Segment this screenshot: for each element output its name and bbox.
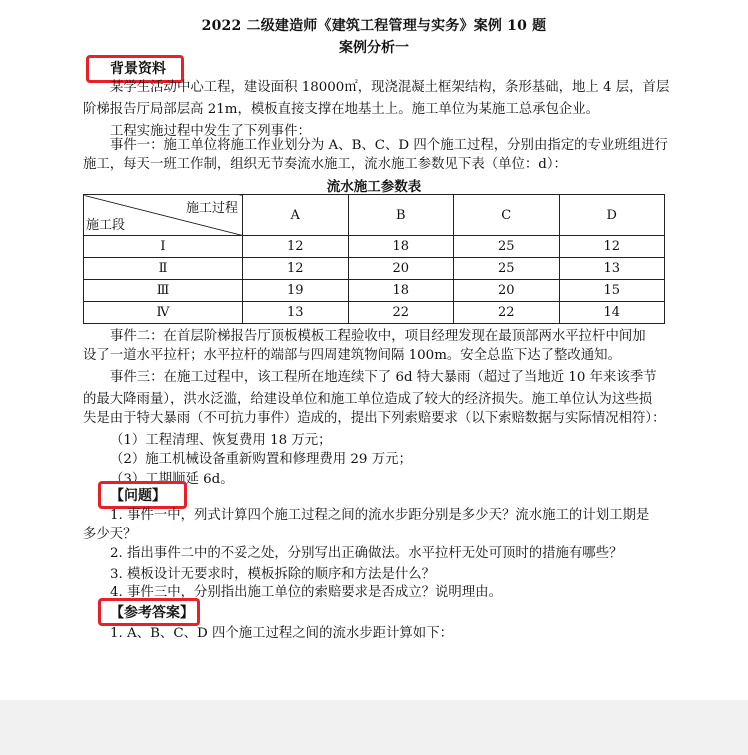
column-header: A xyxy=(243,195,349,236)
event-three-line: 失是由于特大暴雨（不可抗力事件）造成的，提出下列索赔要求（以下索赔数据与实际情况相符）： xyxy=(83,411,666,426)
table-cell: 18 xyxy=(348,236,454,258)
table-cell: 13 xyxy=(243,302,349,324)
page-bottom-margin xyxy=(0,700,748,755)
question-line: 1. 事件一中，列式计算四个施工过程之间的流水步距分别是多少天？流水施工的计划工期是 xyxy=(110,508,650,523)
question-line: 多少天？ xyxy=(83,527,137,542)
table-corner-cell xyxy=(84,195,243,236)
row-label: Ⅳ xyxy=(84,302,243,324)
answers-heading: 【参考答案】 xyxy=(110,605,194,621)
table-cell: 12 xyxy=(243,236,349,258)
question-line: 3. 模板设计无要求时，模板拆除的顺序和方法是什么？ xyxy=(110,567,436,582)
row-label: Ⅰ xyxy=(84,236,243,258)
event-three-line: 事件三：在施工过程中，该工程所在地连续下了 6d 特大暴雨（超过了当地近 10 年来该季节 xyxy=(110,370,657,385)
table-cell: 13 xyxy=(559,258,665,280)
row-label: Ⅲ xyxy=(84,280,243,302)
event-one-line: 事件一：施工单位将施工作业划分为 A、B、C、D 四个施工过程，分别由指定的专业班组进行 xyxy=(110,138,668,153)
table-cell: 18 xyxy=(348,280,454,302)
background-line: 工程实施过程中发生了下列事件： xyxy=(110,124,311,139)
event-three-line: 的最大降雨量），洪水泛滥，给建设单位和施工单位造成了较大的经济损失。施工单位认为这些损 xyxy=(83,392,653,407)
table-cell: 14 xyxy=(559,302,665,324)
table-cell: 25 xyxy=(454,258,560,280)
background-line: 某学生活动中心工程，建设面积 18000㎡，现浇混凝土框架结构，条形基础，地上 4 层，首层 xyxy=(110,80,670,95)
document-title: 2022 二级建造师《建筑工程管理与实务》案例 10 题 xyxy=(201,18,547,34)
event-one-line: 施工，每天一班工作制，组织无节奏流水施工，流水施工参数见下表（单位：d）： xyxy=(83,157,567,172)
column-header: C xyxy=(454,195,560,236)
claim-item: （3）工期顺延 6d。 xyxy=(110,472,234,487)
table-cell: 15 xyxy=(559,280,665,302)
flow-parameter-table xyxy=(83,194,665,324)
column-header: B xyxy=(348,195,454,236)
table-cell: 20 xyxy=(454,280,560,302)
table-caption: 流水施工参数表 xyxy=(326,179,422,195)
background-line: 阶梯报告厅局部层高 21m，模板直接支撑在地基土上。施工单位为某施工总承包企业。 xyxy=(83,102,600,117)
table-cell: 19 xyxy=(243,280,349,302)
background-heading: 背景资料 xyxy=(110,61,166,77)
question-line: 2. 指出事件二中的不妥之处，分别写出正确做法。水平拉杆无处可顶时的措施有哪些？ xyxy=(110,546,623,561)
table-cell: 12 xyxy=(559,236,665,258)
table-cell: 25 xyxy=(454,236,560,258)
corner-label-segment: 施工段 xyxy=(86,218,126,233)
column-header: D xyxy=(559,195,665,236)
questions-heading: 【问题】 xyxy=(110,488,166,504)
event-two-line: 设了一道水平拉杆；水平拉杆的端部与四周建筑物间隔 100m。安全总监下达了整改通知。 xyxy=(83,348,621,363)
corner-label-process: 施工过程 xyxy=(185,201,238,216)
claim-item: （1）工程清理、恢复费用 18 万元； xyxy=(110,433,332,448)
table-cell: 12 xyxy=(243,258,349,280)
claim-item: （2）施工机械设备重新购置和修理费用 29 万元； xyxy=(110,452,412,467)
event-two-line: 事件二：在首层阶梯报告厅顶板模板工程验收中，项目经理发现在最顶部两水平拉杆中间加 xyxy=(110,329,646,344)
question-line: 4. 事件三中，分别指出施工单位的索赔要求是否成立？说明理由。 xyxy=(110,585,502,600)
table-row xyxy=(84,236,665,258)
table-cell: 22 xyxy=(454,302,560,324)
table-row xyxy=(84,258,665,280)
table-row xyxy=(84,302,665,324)
answer-line: 1. A、B、C、D 四个施工过程之间的流水步距计算如下： xyxy=(110,626,453,641)
row-label: Ⅱ xyxy=(84,258,243,280)
table-header-row xyxy=(84,195,665,236)
table-row xyxy=(84,280,665,302)
document-subtitle: 案例分析一 xyxy=(339,40,409,56)
table-cell: 20 xyxy=(348,258,454,280)
table-cell: 22 xyxy=(348,302,454,324)
